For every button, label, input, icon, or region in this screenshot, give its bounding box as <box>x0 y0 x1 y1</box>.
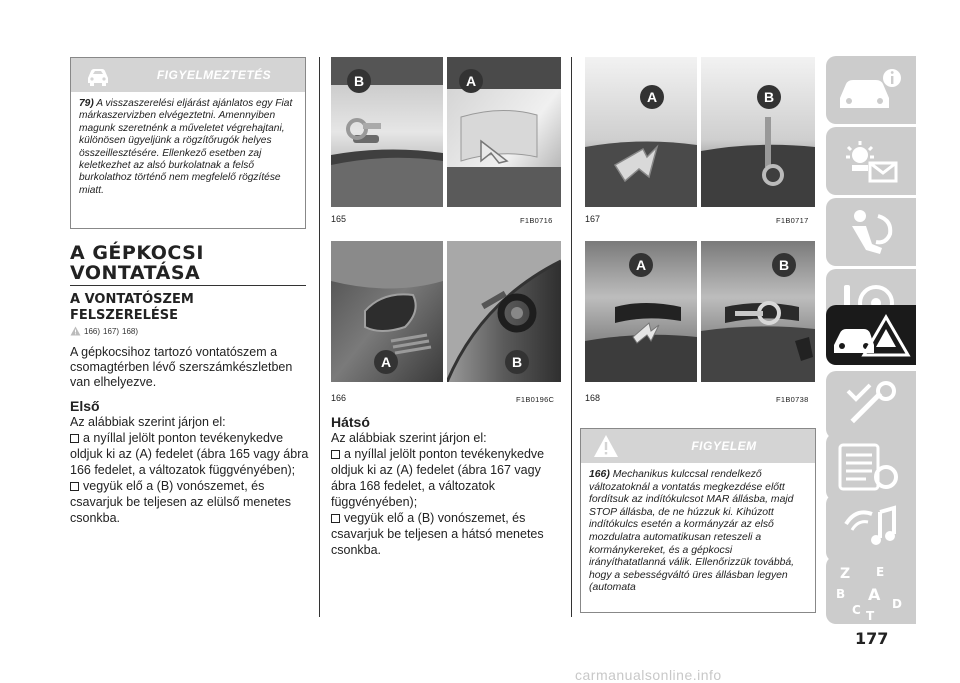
figure-167-label-b: B <box>763 89 775 105</box>
ref-166[interactable]: 166) <box>84 326 101 336</box>
figure-166-number: 166 <box>331 393 347 403</box>
specs-list-icon <box>826 433 916 501</box>
figure-168-label-a: A <box>635 257 647 273</box>
index-letter: C <box>852 603 861 617</box>
wrench-service-icon <box>826 371 916 439</box>
caution-body: Mechanikus kulccsal rendelkező változatoknál a vontatás megkezdése előtt fordítsuk az indítókulcsot MAR állásba, majd STOP állásba, de ne húzzuk ki. Kihúzott indítókulcs esetén a kormányzár az első mozdulatra automatikusan reteszeli a kormánykereket, és a gépkocsi irányíthatatlanná válik. Ellenőrizzük továbbá, hogy a sebességváltó üres állásban legyen (automata <box>589 469 795 594</box>
figure-167-code: F1B0717 <box>776 216 809 225</box>
index-letter: D <box>892 597 902 611</box>
caution-box <box>580 428 816 613</box>
figure-167-photo <box>585 57 815 207</box>
caution-box-header <box>581 429 815 463</box>
figure-168-number: 168 <box>585 393 601 403</box>
ref-167[interactable]: 167) <box>103 326 120 336</box>
dashboard-lights-icon <box>826 127 916 195</box>
bullet-box-icon <box>331 514 340 523</box>
warning-body: A visszaszerelési eljárást ajánlatos egy Fiat márkaszervizben elvégeztetni. Amennyiben magunk szeretnénk a műveletet végrehajtani, különösen ügyeljünk a rögzítőrugók helyes összeillesztésére. Ellenkező esetben zaj keletkezhet az alsó burkolatnak a felső burkolathoz történő nem megfelelő rögzítése miatt. <box>79 98 293 196</box>
tab-multimedia[interactable] <box>826 494 916 562</box>
car-warning-icon <box>83 62 113 88</box>
warning-box-header <box>71 58 305 92</box>
subsection-title: A VONTATÓSZEM FELSZERELÉSE <box>70 292 194 323</box>
tab-dashboard-info[interactable] <box>826 56 916 124</box>
index-letter: Z <box>840 566 851 582</box>
caution-triangle-icon <box>70 326 81 336</box>
caution-number: 166) <box>589 469 610 480</box>
caution-triangle-icon <box>593 434 619 458</box>
watermark: carmanualsonline.info <box>575 667 722 683</box>
bullet-box-icon <box>331 450 340 459</box>
tab-index[interactable] <box>826 556 916 624</box>
figure-167 <box>585 57 815 207</box>
rear-step-1: a nyíllal jelölt ponton tevékenykedve oldjuk ki az (A) fedelet (ábra 167 vagy ábra 168 fedelet, a változatok függvényében); <box>331 447 545 509</box>
tab-maintenance[interactable] <box>826 371 916 439</box>
figure-165-code: F1B0716 <box>520 216 553 225</box>
bullet-box-icon <box>70 482 79 491</box>
warning-title: FIGYELMEZTETÉS <box>156 68 272 82</box>
car-info-icon <box>826 56 916 124</box>
warning-text <box>79 98 301 197</box>
tab-technical-data[interactable] <box>826 433 916 501</box>
rear-instructions <box>331 430 567 558</box>
index-letter: T <box>866 609 875 623</box>
figure-166-code: F1B0196C <box>516 395 555 404</box>
figure-166-label-a: A <box>380 354 392 370</box>
figure-165-label-a: A <box>465 73 477 89</box>
caution-text <box>589 469 811 595</box>
breakdown-warning-icon <box>826 305 916 365</box>
tab-safety[interactable] <box>826 198 916 266</box>
caution-refs <box>70 326 138 336</box>
rear-lead: Az alábbiak szerint járjon el: <box>331 431 487 445</box>
warning-number: 79) <box>79 98 94 109</box>
multimedia-icon <box>826 494 916 562</box>
tab-emergency[interactable] <box>826 305 916 365</box>
figure-166-label-b: B <box>511 354 523 370</box>
figure-168-label-b: B <box>778 257 790 273</box>
front-lead: Az alábbiak szerint járjon el: <box>70 415 226 429</box>
airbag-seat-icon <box>826 198 916 266</box>
index-letter: E <box>876 565 885 579</box>
figure-167-number: 167 <box>585 214 601 224</box>
index-letters-icon <box>826 556 916 624</box>
front-heading: Első <box>70 398 100 414</box>
front-step-1: a nyíllal jelölt ponton tevékenykedve oldjuk ki az (A) fedelet (ábra 165 vagy ábra 166 fedelet, a változatok függvényében); <box>70 431 309 477</box>
figure-166 <box>331 241 561 382</box>
intro-paragraph: A gépkocsihoz tartozó vontatószem a csomagtérben lévő szerszámkészletben van elhelyezve. <box>70 345 293 389</box>
front-instructions <box>70 414 314 526</box>
tab-warning-lights[interactable] <box>826 127 916 195</box>
column-divider-1 <box>319 57 320 617</box>
figure-165-number: 165 <box>331 214 347 224</box>
column-divider-2 <box>571 57 572 617</box>
figure-165 <box>331 57 561 207</box>
figure-165-label-b: B <box>353 73 365 89</box>
rear-step-2: vegyük elő a (B) vonószemet, és csavarjuk be teljesen a hátsó menetes csonkba. <box>331 511 544 557</box>
rear-heading: Hátsó <box>331 414 370 430</box>
front-step-2: vegyük elő a (B) vonószemet, és csavarjuk be teljesen az elülső menetes csonkba. <box>70 479 291 525</box>
figure-166-photo <box>331 241 561 382</box>
index-letter: A <box>868 585 881 604</box>
bullet-box-icon <box>70 434 79 443</box>
ref-168[interactable]: 168) <box>122 326 139 336</box>
figure-168 <box>585 241 815 382</box>
caution-title: FIGYELEM <box>691 439 757 453</box>
index-letter: B <box>836 587 846 601</box>
page-number: 177 <box>855 629 889 648</box>
figure-168-code: F1B0738 <box>776 395 809 404</box>
warning-box <box>70 57 306 229</box>
section-divider <box>70 285 306 286</box>
section-title: A GÉPKOCSI VONTATÁSA <box>70 242 204 284</box>
figure-167-label-a: A <box>646 89 658 105</box>
